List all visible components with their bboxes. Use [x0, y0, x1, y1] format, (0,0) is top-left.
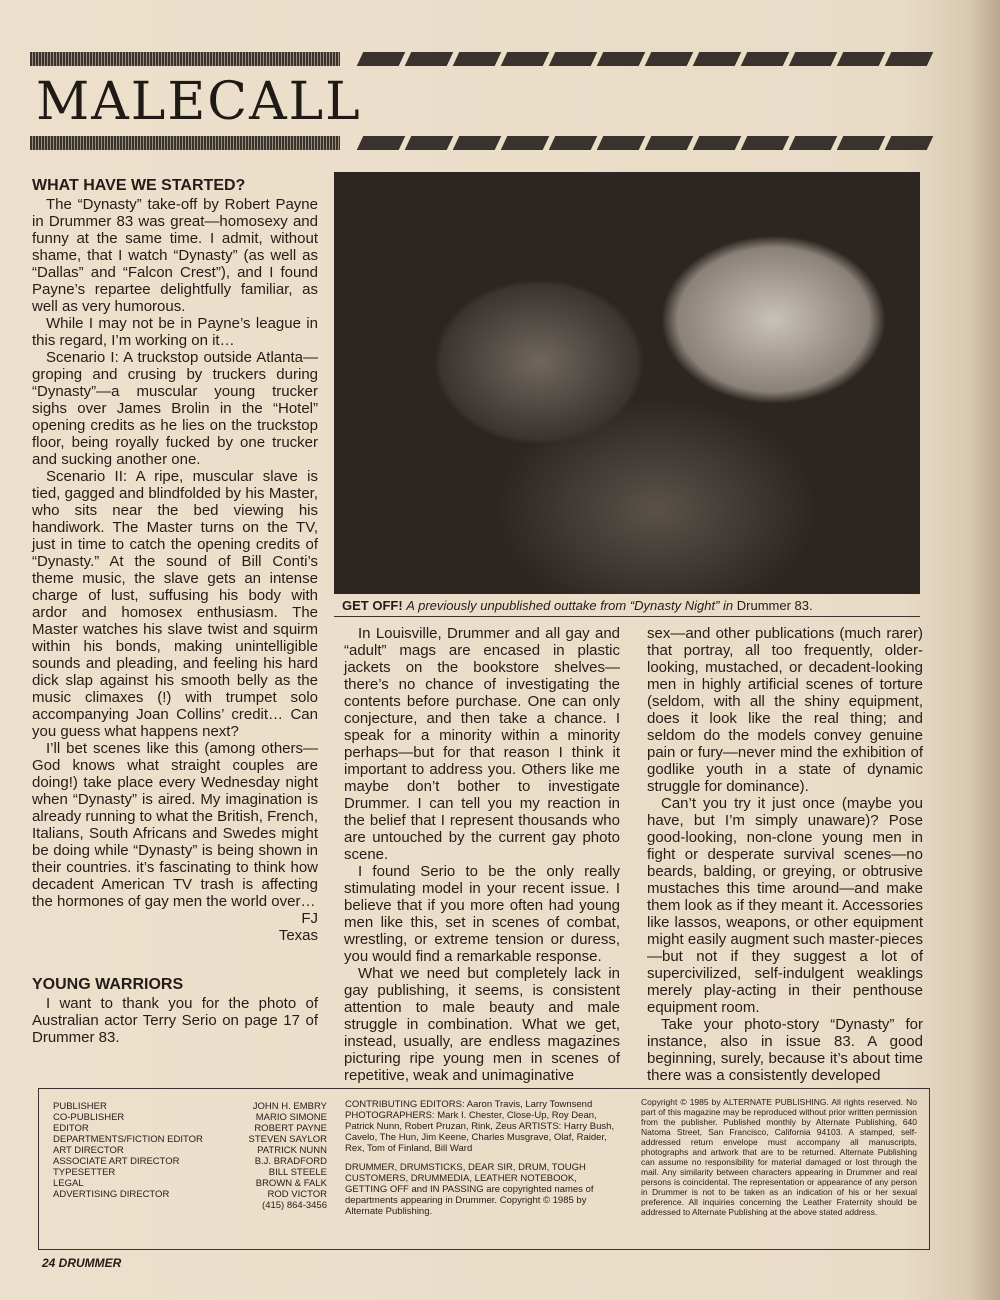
stripe-dash [405, 52, 454, 66]
header-stripe-top [30, 52, 910, 66]
stripe-dash [453, 136, 502, 150]
caption-italic: A previously unpublished outtake from “Dynasty Night” in [406, 598, 734, 613]
stripe-dash [885, 52, 934, 66]
stripe-dash [597, 136, 646, 150]
letter-paragraph: I’ll bet scenes like this (among others—God knows what straight couples are doing!) take place every Wednesday night when “Dynasty” is aired. My imagination is already running to what the British, French, Italians, South Africans and Swedes might be doing while “Dynasty” is being shown in their countries. it’s fascinating to think how decadent American TV trash is affecting the hormones of gay men the world over… [32, 740, 318, 910]
middle-paragraph: What we need but completely lack in gay publishing, it seems, is consistent attention to male beauty and male struggle in combination. What we get, instead, usually, are endless magazines picturing ripe young men in scenes of repetitive, weak and unimaginative [344, 965, 620, 1084]
right-paragraph: Take your photo-story “Dynasty” for instance, also in issue 83. A good beginning, surely, because it’s about time there was a consistently developed [647, 1016, 923, 1084]
trademarks-text: DRUMMER, DRUMSTICKS, DEAR SIR, DRUM, TOUGH CUSTOMERS, DRUMMEDIA, LEATHER NOTEBOOK, GETTING OFF and IN PASSING are copyrighted names of departments appearing in Drummer. Copyright © 1985 by Alternate Publishing. [345, 1162, 594, 1217]
stripe-dash [357, 136, 406, 150]
letter-paragraph: Scenario I: A truckstop outside Atlanta—groping and crusing by truckers during “Dynasty”—a muscular young trucker sighs over James Brolin in the “Hotel” opening credits as he lies on the truckstop floor, being royally fucked by one trucker and sucking another one. [32, 349, 318, 468]
caption-rule [334, 616, 920, 617]
stripe-dash [741, 136, 790, 150]
letter-signature: FJ [301, 910, 318, 927]
stripe-dash [693, 136, 742, 150]
stripe-dash [501, 52, 550, 66]
letter-heading-2: YOUNG WARRIORS [32, 976, 184, 993]
stripe-dash [405, 136, 454, 150]
stripe-dash [357, 52, 406, 66]
staff-list: PUBLISHER JOHN H. EMBRY CO-PUBLISHER MARIO SIMONE EDITOR ROBERT PAYNE DEPARTMENTS/FICTION EDITOR STEVEN SAYLOR ART DIRECTOR PATRICK NUNN ASSOCIATE ART DIRECTOR B.J. BRADFORD TYPESETTER BILL STEELE LEGAL BROWN & FALK ADVERTISING DIRECTOR ROD VICTOR (415) 864-3456 [53, 1101, 327, 1211]
caption-tail: Drummer 83. [736, 598, 813, 613]
stripe-dash [453, 52, 502, 66]
staff-phone: (415) 864-3456 [262, 1200, 327, 1211]
middle-column [344, 625, 620, 1084]
caption-bold: GET OFF! [342, 598, 403, 613]
article-photo [334, 172, 920, 594]
letter-paragraph: Scenario II: A ripe, muscular slave is tied, gagged and blindfolded by his Master, who sits near the bed viewing his handiwork. The Master turns on the TV, just in time to catch the opening credits of “Dynasty.” At the sound of Bill Conti’s theme music, the slave gets an intense charge of lust, suffusing his body with ardor and homosex enthusiasm. The Master watches his slave twist and squirm within his bonds, making unintelligible sounds and pleading, and feeling his hard dick slap against his smooth belly as the music climaxes (!) with trumpet solo accompanying Joan Collins’ credit… Can you guess what happens next? [32, 468, 318, 740]
stripe-dash [645, 136, 694, 150]
middle-paragraph: In Louisville, Drummer and all gay and “adult” mags are encased in plastic jackets on the bookstore shelves—there’s no chance of investigating the contents before purchase. One can only conjecture, and then take a chance. I speak for a minority within a minority perhaps—but for that reason I think it important to address you. Others like me maybe don’t bother to investigate Drummer. I can tell you my reaction in the belief that I represent thousands who are untouched by the current gay photo scene. [344, 625, 620, 863]
stripe-dash [885, 136, 934, 150]
stripe-dash [693, 52, 742, 66]
stripe-dash [837, 52, 886, 66]
contributors-block [345, 1099, 621, 1217]
stripe-dash [645, 52, 694, 66]
stripe-dash [741, 52, 790, 66]
photo-caption [342, 598, 922, 613]
letter-paragraph: The “Dynasty” take-off by Robert Payne in Drummer 83 was great—homosexy and funny at the same time. I admit, without shame, that I watch “Dynasty” (as well as “Dallas” and “Falcon Crest”), and I found Payne’s repartee delightfully familiar, as well as very humorous. [32, 196, 318, 315]
stripe-dash [549, 136, 598, 150]
letter-signature-place: Texas [278, 927, 318, 944]
stripe-dash [597, 52, 646, 66]
stripe-dash [789, 136, 838, 150]
header-stripe-bottom [30, 136, 910, 150]
right-paragraph: Can’t you try it just once (maybe you have, but I’m simply unaware)? Pose good-looking, non-clone young men in fight or desperate survival scenes—no beards, balding, or greying, or obtrusive mustaches this time around—and make them look as if they meant it. Accessories like lassos, weapons, or other equipment might easily augment such master-pieces—but not if they suggest a lot of supercivilized, self-indulgent weaklings merely play-acting in their penthouse equipment room. [647, 795, 923, 1016]
right-column [647, 625, 923, 1084]
page-folio: 24 DRUMMER [42, 1256, 122, 1270]
letter-heading: WHAT HAVE WE STARTED? [32, 177, 246, 194]
left-column [32, 177, 318, 1046]
middle-paragraph: I found Serio to be the only really stimulating model in your recent issue. I believe that if you more often had young men like this, set in scenes of combat, wrestling, or extreme tension or duress, you would find a remarkable response. [344, 863, 620, 965]
stripe-dash [789, 52, 838, 66]
stripe-dash [501, 136, 550, 150]
copyright-text: Copyright © 1985 by ALTERNATE PUBLISHING. All rights reserved. No part of this magazine may be reproduced without prior written permission from the publisher. Published monthly by Alternate Publishing, 640 Natoma Street, San Francisco, California 94103. A stamped, self-addressed return envelope must accompany all manuscripts, photographs and artwork that are to be returned. Alternate Publishing can assume no responsibility for material damaged or lost through the mail. Any similarity between characters appearing in Drummer and real persons is coincidental. The representation or appearance of any person in Drummer is not to be taken as an indication of his or her sexual preference. All inquiries concerning the Leather Fraternity should be addressed to Alternate Publishing at the above stated address. [641, 1097, 917, 1217]
letter-paragraph-2: I want to thank you for the photo of Australian actor Terry Serio on page 17 of Drummer 83. [32, 995, 318, 1046]
page-title: MALECALL [36, 72, 362, 132]
stripe-dash [837, 136, 886, 150]
letter-paragraph: While I may not be in Payne’s league in this regard, I’m working on it… [32, 315, 318, 349]
right-paragraph: sex—and other publications (much rarer) that portray, all too frequently, older-looking, mustached, or decadent-looking men in highly artificial scenes of torture (seldom, with all the shiny equipment, does it look like the real thing; and seldom do the models convey genuine pain or fury—never mind the exhibition of godlike youth in a state of dynamic struggle for dominance). [647, 625, 923, 795]
contributors-text: CONTRIBUTING EDITORS: Aaron Travis, Larry Townsend PHOTOGRAPHERS: Mark I. Chester, Close-Up, Roy Dean, Patrick Nunn, Robert Pruzan, Rink, Zeus ARTISTS: Harry Bush, Cavelo, The Hun, Jim Keene, Charles Musgrave, Olaf, Raider, Rex, Tom of Finland, Bill Ward [345, 1099, 615, 1154]
stripe-dash [549, 52, 598, 66]
credits-box [38, 1088, 930, 1250]
